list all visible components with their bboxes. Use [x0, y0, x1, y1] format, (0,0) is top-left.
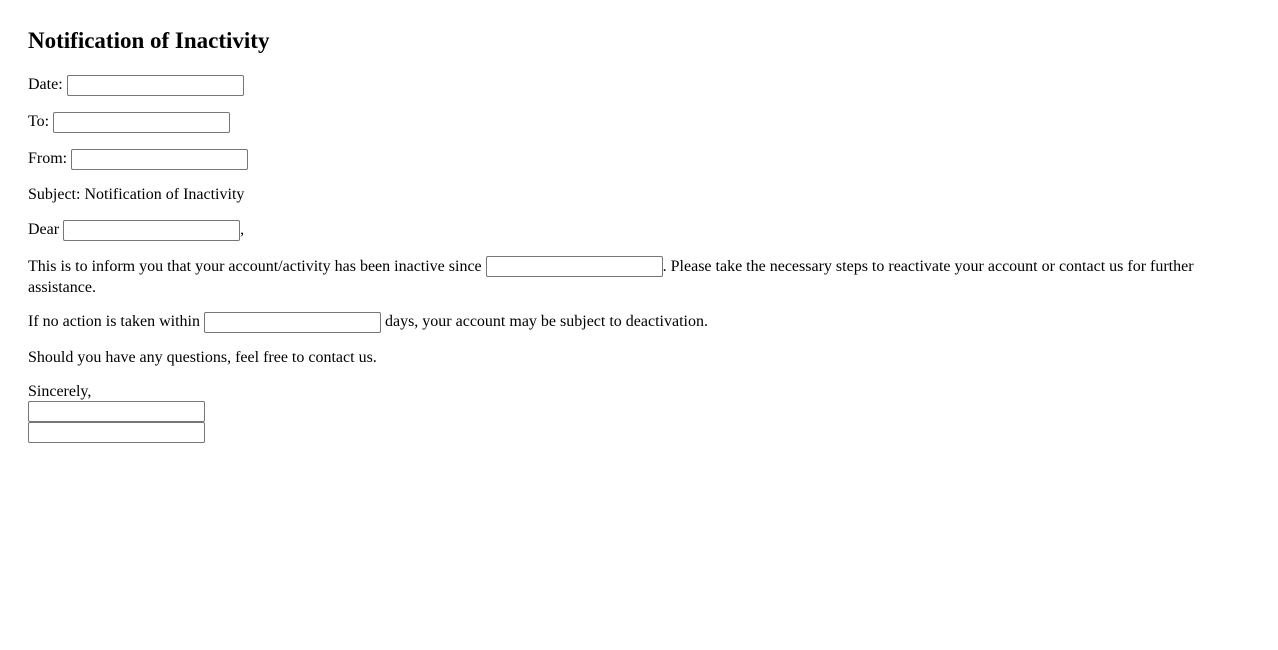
recipient-name-input[interactable] [63, 220, 240, 241]
salutation-prefix: Dear [28, 221, 60, 239]
inactivity-paragraph [28, 257, 1208, 298]
date-label: Date: [28, 76, 63, 94]
to-label: To: [28, 113, 50, 131]
inactivity-text-suffix: . Please take the necessary steps to reactivate your account or contact us for further assistance. [28, 258, 1194, 296]
subject-line: Subject: Notification of Inactivity [28, 186, 245, 203]
signature-name-input[interactable] [28, 401, 205, 422]
page-title: Notification of Inactivity [28, 28, 270, 53]
inactivity-text-prefix: This is to inform you that your account/activity has been inactive since [28, 258, 482, 276]
date-input[interactable] [67, 75, 244, 96]
signature-title-input[interactable] [28, 422, 205, 443]
from-input[interactable] [71, 149, 248, 170]
date-row [28, 75, 244, 96]
days-input[interactable] [204, 312, 381, 333]
from-label: From: [28, 150, 68, 168]
action-text-prefix: If no action is taken within [28, 313, 200, 331]
salutation-row [28, 220, 244, 241]
salutation-comma: , [240, 221, 245, 239]
action-row [28, 312, 708, 333]
closing-text: Sincerely, [28, 383, 92, 400]
inactive-since-input[interactable] [486, 256, 663, 277]
to-row [28, 112, 230, 133]
from-row [28, 149, 248, 170]
to-input[interactable] [53, 112, 230, 133]
action-text-suffix: days, your account may be subject to deactivation. [384, 313, 708, 331]
questions-line: Should you have any questions, feel free to contact us. [28, 349, 377, 366]
